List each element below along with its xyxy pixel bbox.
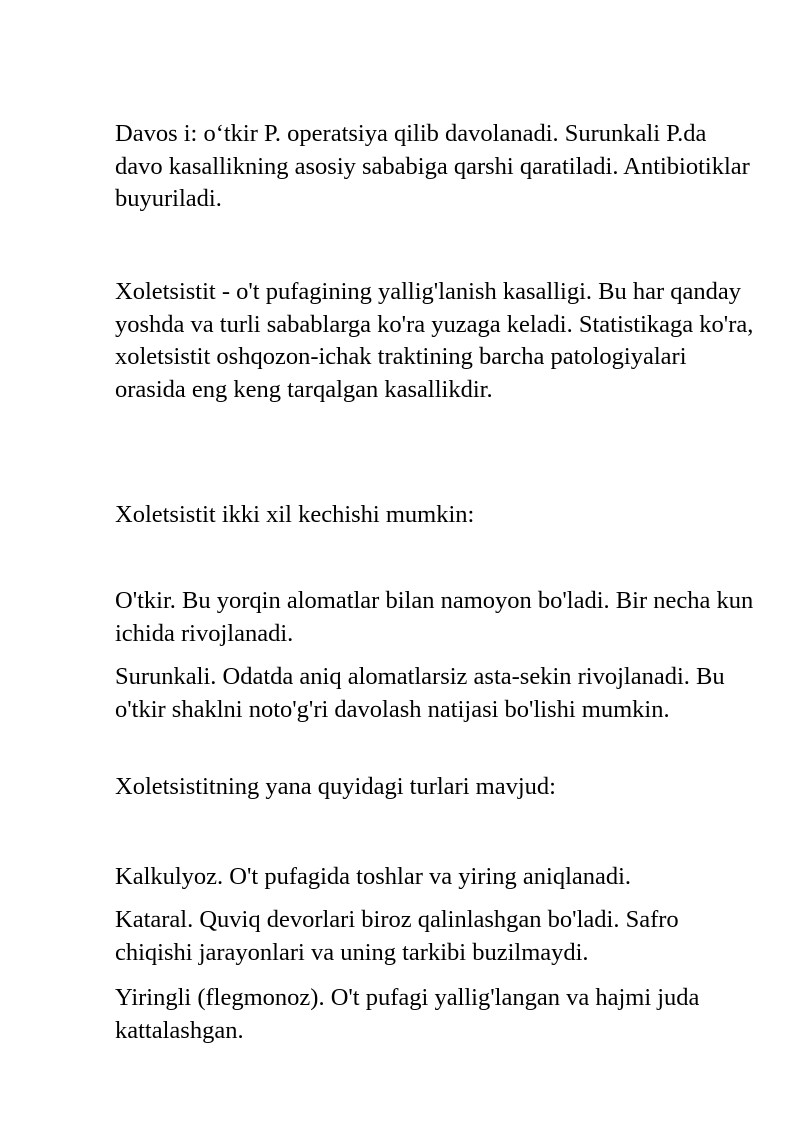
paragraph-other-types-intro: Xoletsistitning yana quyidagi turlari mavjud: [115, 773, 556, 800]
paragraph-acute: O'tkir. Bu yorqin alomatlar bilan namoyon bo'ladi. Bir necha kun ichida rivojlanadi. [115, 587, 754, 647]
paragraph-catarrhal: Kataral. Quviq devorlari biroz qalinlashgan bo'ladi. Safro chiqishi jarayonlari va uning tarkibi buzilmaydi. [115, 906, 679, 966]
paragraph-cholecystitis-definition: Xoletsistit - o't pufagining yallig'lanish kasalligi. Bu har qanday yoshda va turli sabablarga ko'ra yuzaga keladi. Statistikaga ko'ra, xoletsistit oshqozon-ichak traktining barcha patologiyalari orasida eng keng tarqalgan kasallikdir. [115, 278, 754, 403]
paragraph-treatment: Davos i: o‘tkir P. operatsiya qilib davolanadi. Surunkali P.da davo kasallikning asosiy sababiga qarshi qaratiladi. Antibiotiklar buyuriladi. [115, 120, 750, 212]
paragraph-course-types-intro: Xoletsistit ikki xil kechishi mumkin: [115, 501, 475, 528]
paragraph-chronic: Surunkali. Odatda aniq alomatlarsiz asta-sekin rivojlanadi. Bu o'tkir shaklni noto'g'ri davolash natijasi bo'lishi mumkin. [115, 663, 725, 723]
paragraph-purulent: Yiringli (flegmonoz). O't pufagi yallig'langan va hajmi juda kattalashgan. [115, 984, 700, 1044]
paragraph-calculous: Kalkulyoz. O't pufagida toshlar va yiring aniqlanadi. [115, 863, 632, 890]
